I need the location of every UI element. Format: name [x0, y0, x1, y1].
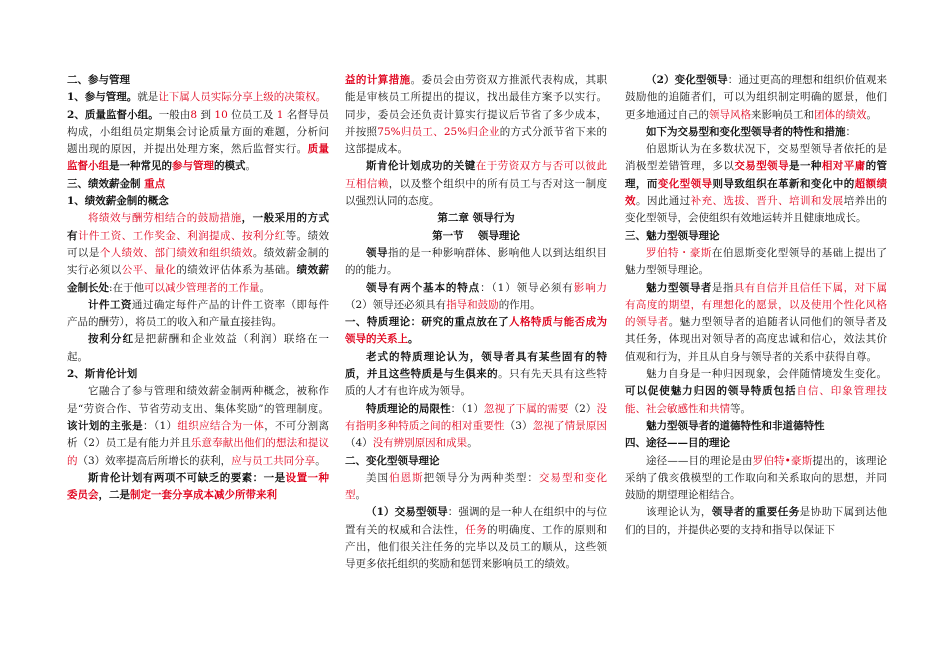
text-run: 8 [190, 108, 198, 121]
text-run: 。 [245, 160, 256, 173]
text-run: ：（1）领导必须有 [480, 281, 574, 294]
paragraph [345, 349, 607, 401]
text-run: 魅力型领导者的道德特性和非道德特性 [646, 419, 825, 432]
text-run: ：研究的重点放在了 [410, 316, 510, 329]
text-run: （3） [504, 419, 533, 432]
text-run: ：通过更高的理想和组织价值观来鼓励他的追随者们，可以为组织制定明确的愿景，他们更多地通过自己的 [625, 74, 888, 121]
text-run: 任务 [465, 523, 488, 536]
text-run: ： [845, 125, 856, 138]
paragraph [625, 504, 887, 539]
text-run: ：一是 [252, 471, 286, 484]
text-run: 计件工资 [88, 298, 132, 311]
text-run: 在于劳资双方与否可以彼此互相信赖 [345, 160, 608, 190]
paragraph [67, 383, 329, 469]
text-run: ：（1） [143, 419, 178, 432]
text-run: 培养出的变化型领导，会使组织有效地运转并且健康地成长。 [625, 195, 888, 225]
text-run: （2）变化型领导 [646, 74, 728, 86]
text-run: 在伯恩斯变化型领导的基础上提出了魅力型领导理论。 [625, 246, 888, 277]
text-run: 按利分红 [88, 333, 135, 346]
text-run: 2、斯肯伦计划 [67, 368, 138, 381]
paragraph [67, 89, 329, 106]
text-run: 斯肯伦计划有两项不可缺乏的要素 [88, 471, 253, 484]
paragraph [345, 210, 607, 227]
text-run: 2、质量监督小组。 [67, 108, 159, 121]
text-run: ，二是 [98, 489, 130, 502]
paragraph [67, 193, 329, 210]
paragraph [625, 435, 887, 452]
text-run: 。 [408, 333, 419, 346]
text-run: 指导和鼓励 [446, 298, 499, 311]
column-left [67, 72, 329, 504]
text-run: 的方式分派节省下来的这部提成本。 [345, 125, 607, 156]
text-run: 的管理，而 [625, 160, 888, 190]
text-run: 罗伯特•豪斯 [752, 454, 813, 467]
text-run: 。 [866, 108, 877, 121]
text-run: 人格特质与能否成为领导的关系上 [345, 316, 608, 346]
text-run: 如下为交易型和变化型领导者的特性和措施 [646, 125, 846, 138]
paragraph [625, 124, 887, 141]
text-run: 领导风格 [709, 108, 751, 121]
text-run: 影响力 [573, 281, 608, 294]
text-run: 特质理论的局限性 [366, 402, 451, 415]
text-run: 计件工资、工作奖金、利润提成、按利分红 [77, 229, 286, 242]
text-run: 三、魅力型领导理论 [625, 229, 720, 242]
text-run: （2） [568, 402, 597, 415]
text-run: 个人绩效、部门绩效和组织绩效 [99, 246, 253, 259]
text-run: 罗伯特・豪斯 [646, 246, 712, 259]
text-run: 该计划的主张是 [67, 419, 143, 432]
column-right [625, 72, 887, 539]
paragraph [345, 158, 607, 210]
text-run: 一、特质理论 [345, 316, 411, 329]
text-run: ，不可分割离析（2）员工是有能力并且 [67, 419, 330, 450]
text-run: 伯恩斯 [389, 471, 424, 484]
text-run: 指的是一种影响群体、影响他人以到达组织目的的能力。 [345, 246, 607, 277]
text-run: 它融合了参与管理和绩效薪金制两种概念，被称作是“劳资合作、节省劳动支出、集体奖励”的管理制度。 [67, 385, 329, 415]
text-run: 第二章 领导行为 [437, 212, 515, 225]
text-run: 组织应结合为一体 [177, 419, 265, 432]
text-run: 忽视了下属的需要 [483, 402, 569, 415]
text-run: 到 [197, 108, 215, 121]
text-run: （2）领导还必须具有 [345, 298, 447, 311]
text-run: 没有指明多种特质之间的相对重要性 [345, 402, 608, 432]
text-run: 领导 [366, 246, 388, 259]
text-run: 可以减少管理者的工作量 [144, 281, 260, 294]
text-run: 斯肯伦计划成功的关键 [366, 160, 476, 173]
paragraph [345, 401, 607, 453]
text-run: 是协助下属到达他们的目的，并提供必要的支持和指导以保证下 [625, 506, 888, 536]
text-run: 自信、印象管理技能、社会敏感性和共情 [625, 385, 888, 415]
text-run: 四、途径——目的理论 [625, 437, 730, 450]
text-run: 公平、量化 [121, 264, 177, 277]
text-run: 三、绩效薪金制 [67, 177, 145, 190]
text-run: 参与管理 [172, 160, 214, 173]
text-run: 制定一套分享成本减少所带来利 [130, 489, 277, 502]
text-run: 应与员工共同分享 [231, 454, 316, 467]
text-run: 是一种常见的 [109, 160, 172, 173]
text-run: 美国 [366, 471, 390, 484]
paragraph [67, 470, 329, 505]
text-run: 乐意奉献出他们的想法和提议的 [67, 437, 329, 467]
text-run: 让下属人员实际分享上级的决策权。 [158, 91, 327, 104]
text-run: 等。绩效可以是 [67, 229, 330, 259]
text-run: 等。 [730, 402, 751, 415]
paragraph [625, 453, 887, 505]
text-run: 是指 [711, 281, 734, 294]
text-run: 魅力自身是一种归因现象，会伴随情境发生变化。 [646, 368, 887, 381]
text-run: 通过确定每件产品的计件工资率（即每件产品的酬劳），将员工的收入和产量直接挂钩。 [67, 298, 330, 329]
text-run: 伯恩斯认为在多数状况下，交易型领导者依托的是消极型差错管理，多以 [625, 143, 887, 173]
text-run: ：强调的是一种人在组织中的与位置有关的权威和合法性， [345, 506, 608, 536]
paragraph [345, 72, 607, 158]
text-run: 位员工及 [227, 108, 277, 121]
paragraph [345, 280, 607, 315]
text-run: 把领导分为两种类型： [423, 471, 539, 484]
text-run: 补充、选拔、晋升、培训和发展 [690, 195, 844, 208]
text-run: 的模式 [214, 160, 246, 173]
paragraph [67, 297, 329, 332]
text-run: 领导有两个基本的特点 [366, 281, 481, 294]
text-run: 忽视了情景原因 [532, 419, 608, 432]
text-run: 。绩效薪金制的实行必须以 [67, 246, 330, 277]
paragraph [625, 228, 887, 245]
text-run: 团体的绩效 [814, 108, 867, 121]
text-run: （1）交易型领导 [366, 506, 448, 519]
text-run: 一般由 [158, 108, 191, 121]
text-run: 。魅力型领导者的追随者认同他们的领导者及其任务，体现出对领导者的高度忠诚和信心，效法其价值观和行为，并且从自身与领导者的关系中获得自尊。 [625, 316, 888, 363]
paragraph [345, 228, 607, 245]
paragraph [345, 245, 607, 280]
text-run: 交易型和变化型 [345, 471, 608, 502]
text-run: 质量监督小组 [67, 143, 330, 173]
paragraph [67, 107, 329, 176]
paragraph [625, 245, 887, 280]
text-run: 就是 [137, 91, 159, 104]
text-run: :在于他 [109, 281, 145, 294]
text-run: 。 [467, 437, 478, 450]
text-run: 绩效薪金制长处 [67, 264, 330, 294]
paragraph [625, 418, 887, 435]
text-run: 没有辨别原因和成果 [372, 437, 468, 450]
text-run: 第一节 领导理论 [432, 229, 520, 242]
paragraph [625, 141, 887, 227]
paragraph [345, 314, 607, 349]
text-run: ：（1） [450, 402, 484, 415]
text-run: 。只有先天具有这些特质的人才有也许成为领导。 [345, 368, 608, 398]
paragraph [67, 176, 329, 193]
paragraph [345, 470, 607, 505]
text-run: 则导致组织在革新和变化中的 [712, 177, 855, 190]
text-run: 该理论认为， [646, 506, 712, 519]
text-run: 提出的，该理论采纳了俄亥俄模型的工作取向和关系取向的思想，并同鼓励的期望理论相结合。 [625, 454, 888, 502]
text-run: 。 [355, 489, 366, 502]
text-run: 领导者的重要任务 [711, 506, 800, 519]
text-run: 相对平庸 [821, 160, 866, 173]
text-run: 途径——目的理论是由 [646, 454, 753, 467]
text-run: 。 [259, 281, 271, 294]
column-middle [345, 72, 607, 574]
text-run: 益的计算措施 [345, 74, 411, 86]
text-run: 75%归员工、25%归企业 [377, 125, 500, 138]
text-run: 。 [315, 454, 326, 467]
text-run: 老式的特质理论认为，领导者具有某些固有的特质，并且这些特质是与生俱来的 [345, 350, 607, 381]
text-run: 是一种 [789, 160, 822, 173]
text-run: （3）效率提高后所增长的获利， [77, 454, 232, 467]
text-run: 。委员会由劳资双方推派代表构成，其职能是审核员工所提出的提议，找出最佳方案予以实行。同步，委员会还负责计算实行提议后节省了多少成本，并按照 [345, 74, 607, 138]
text-run: 的明确度、工作的原则和产出，他们很关注任务的完毕以及员工的顺从，这些领导更多依托组织的奖励和惩罚来影响员工的绩效。 [345, 523, 608, 571]
text-run: 的绩效评估体系为基础。 [176, 264, 297, 277]
text-run: ，以及整个组织中的所有员工与否对这一制度以强烈认同的态度。 [345, 177, 608, 208]
paragraph [625, 366, 887, 418]
text-run: 设置一种委员会 [67, 471, 330, 502]
text-run: ，一般采用的方式有 [67, 212, 330, 242]
text-run: （4） [345, 437, 373, 450]
text-run: 1、绩效薪金制的概念 [67, 195, 169, 208]
paragraph [67, 72, 329, 89]
text-run: 是把薪酬和企业效益（利润）联络在一起。 [67, 333, 330, 363]
text-run: 。因此通过 [635, 195, 691, 208]
text-run: 名督导员构成，小组组员定期集会讨论质量方面的难题，分析问题出现的原因，并提出处理方案，然后监督实行。 [67, 108, 329, 156]
paragraph [625, 280, 887, 366]
paragraph [345, 504, 607, 573]
paragraph [67, 366, 329, 383]
text-run: 1 [276, 108, 284, 121]
paragraph [345, 453, 607, 470]
text-run: 的作用。 [498, 298, 541, 311]
text-run: 二、变化型领导理论 [345, 454, 440, 467]
paragraph [625, 72, 887, 124]
text-run: 重点 [144, 177, 166, 190]
text-run: 变化型领导 [657, 177, 713, 190]
text-run: 超额绩效 [625, 177, 888, 208]
text-run: 二、参与管理 [67, 74, 130, 86]
text-run: 具有自信并且信任下属，对下属有高度的期望，有理想化的愿景，以及使用个性化风格的领导者 [625, 281, 888, 329]
paragraph [67, 331, 329, 366]
paragraph [67, 210, 329, 296]
text-run: 可以促使魅力归因的领导特质包括 [625, 385, 797, 398]
text-run: 1、参与管理。 [67, 91, 138, 104]
text-run: 魅力型领导者 [646, 281, 712, 294]
text-run: 来影响员工和 [751, 108, 814, 121]
text-run: 将绩效与酬劳相结合的鼓励措施 [88, 212, 242, 225]
text-run: 10 [214, 108, 228, 121]
text-run: 交易型领导 [734, 160, 790, 173]
